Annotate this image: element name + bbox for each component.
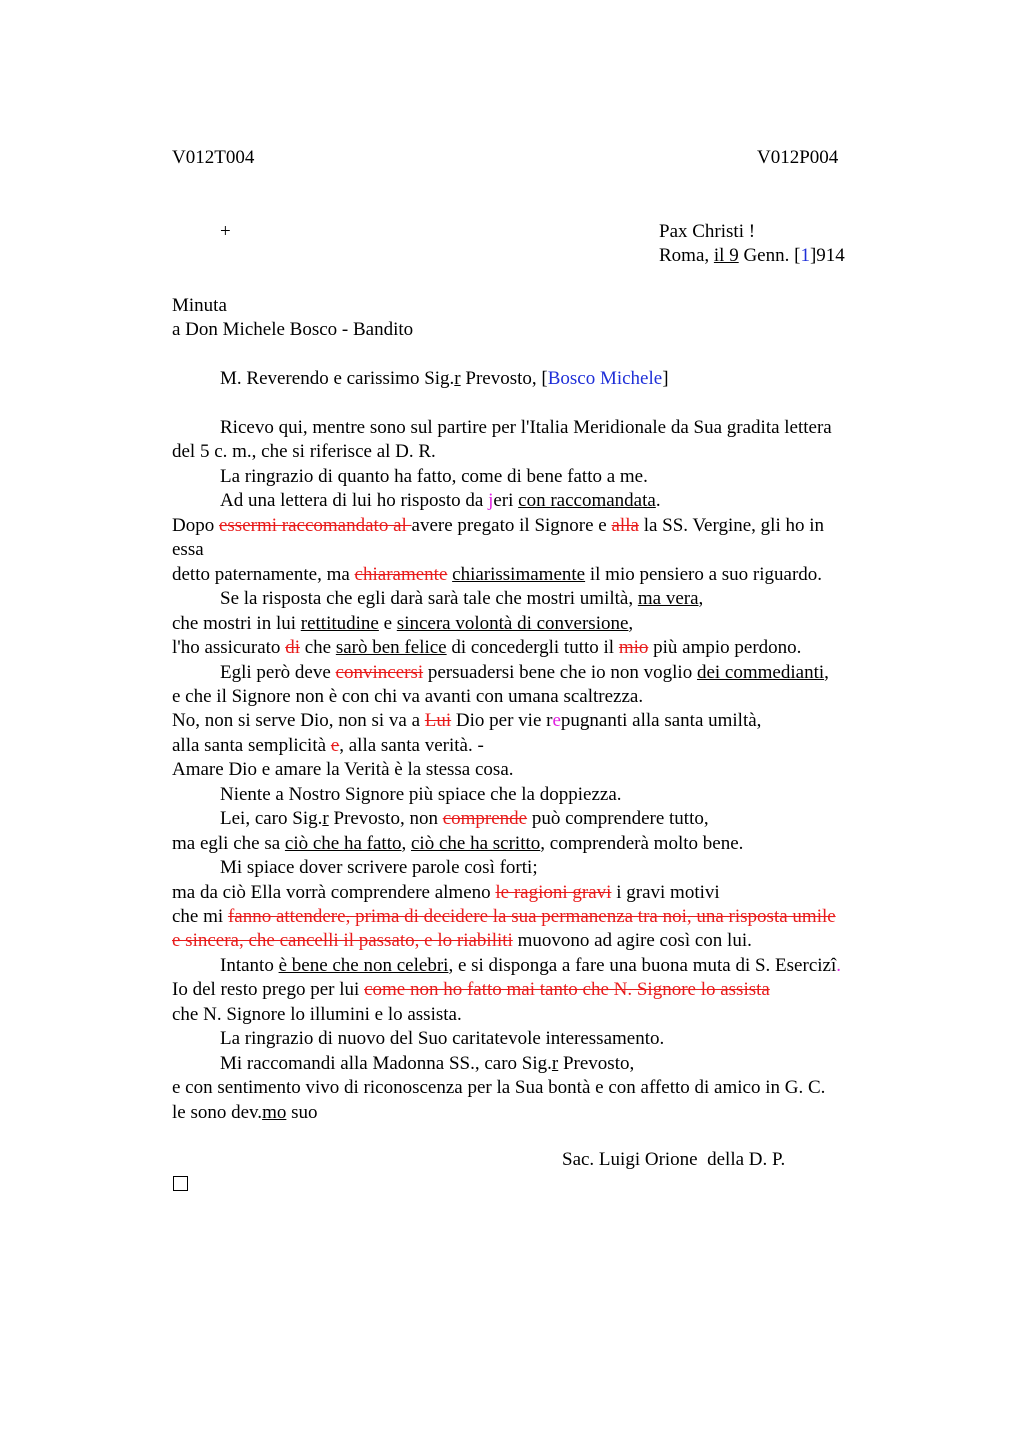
text-run: , [698, 588, 704, 609]
underlined-text: sincera volontà di conversione [396, 613, 629, 634]
greeting-line [220, 367, 669, 391]
body-line [172, 832, 743, 856]
deleted-text: convincersi [335, 662, 424, 683]
underlined-text: chiarissimamente [452, 564, 586, 585]
text-run: l'ho assicurato [172, 637, 286, 658]
body-line [220, 954, 841, 978]
addressee-line: a Don Michele Bosco - Bandito [172, 319, 414, 340]
underlined-text: r [551, 1053, 559, 1074]
deleted-text: essermi raccomandato al [218, 515, 412, 536]
text-run: che mostri in lui [172, 613, 301, 634]
greeting-text: ] [662, 368, 669, 389]
body-line: e con sentimento vivo di riconoscenza per la Sua bontà e con affetto di amico in G. C. [172, 1077, 826, 1098]
text-run: Ad una lettera di lui ho risposto da [220, 490, 489, 511]
date-prefix: Roma, [659, 245, 714, 266]
greeting-editorial-name: Bosco Michele [547, 368, 663, 389]
text-run: che [299, 637, 336, 658]
text-run: di concedergli tutto il [446, 637, 619, 658]
text-run: il mio pensiero a suo riguardo. [585, 564, 823, 585]
deleted-text: le ragioni gravi [495, 882, 612, 903]
body-line [172, 881, 720, 905]
cross-symbol: + [220, 221, 231, 242]
text-run: Mi raccomandi alla Madonna SS., caro Sig. [220, 1053, 552, 1074]
body-line [220, 489, 661, 513]
greeting-text: Prevosto, [ [460, 368, 548, 389]
text-run: , comprenderà molto bene. [540, 833, 744, 854]
header-right-code: V012P004 [757, 147, 839, 168]
deleted-text: fanno attendere, prima di decidere la sua permanenza tra noi, una risposta umile [227, 906, 836, 927]
body-line [172, 929, 752, 953]
deleted-text: Lui [424, 710, 452, 731]
deleted-text: mio [618, 637, 649, 658]
underlined-text: r [322, 808, 329, 829]
underlined-text: rettitudine [300, 613, 379, 634]
text-run: muovono ad agire così con lui. [512, 930, 752, 951]
date-day: il 9 [713, 245, 739, 266]
underlined-text: sarò ben felice [335, 637, 447, 658]
body-line [172, 734, 484, 758]
body-line: Mi spiace dover scrivere parole così forti; [220, 857, 538, 878]
text-run: che mi [172, 906, 228, 927]
body-line [172, 978, 770, 1002]
text-run: le sono dev. [172, 1102, 263, 1123]
deleted-text: e sincera, che cancelli il passato, e lo riabiliti [172, 930, 513, 951]
text-run: Io del resto prego per lui [172, 979, 365, 1000]
text-run: Intanto [220, 955, 279, 976]
date-line [659, 245, 845, 267]
deleted-text: alla [611, 515, 639, 536]
end-box-icon [173, 1176, 188, 1191]
text-run: detto paternamente, ma [172, 564, 355, 585]
text-run: Prevosto, [558, 1053, 635, 1074]
underlined-text: ciò che ha fatto [284, 833, 402, 854]
body-line [172, 709, 761, 733]
text-run: più ampio perdono. [648, 637, 802, 658]
body-line [220, 587, 703, 611]
date-year: ]914 [809, 245, 845, 266]
text-run: Prevosto, non [328, 808, 443, 829]
header-left-code: V012T004 [172, 147, 255, 168]
body-line: che N. Signore lo illumini e lo assista. [172, 1004, 462, 1025]
text-run: Dopo [172, 515, 219, 536]
text-run: Se la risposta che egli darà sarà tale che mostri umiltà, [220, 588, 638, 609]
text-run: , alla santa verità. - [339, 735, 484, 756]
underlined-text: con raccomandata [518, 490, 656, 511]
body-line [172, 514, 824, 538]
underlined-text: ciò che ha scritto [411, 833, 541, 854]
text-run: persuadersi bene che io non voglio [423, 662, 697, 683]
text-run: , [824, 662, 829, 683]
underlined-text: mo [262, 1102, 287, 1123]
text-run: può comprendere tutto, [527, 808, 709, 829]
text-run: pugnanti alla santa umiltà, [560, 710, 762, 731]
text-run: suo [286, 1102, 318, 1123]
correction-mark: e [552, 710, 561, 731]
deleted-text: di [285, 637, 300, 658]
date-editorial-digit: 1 [800, 245, 810, 266]
body-line [220, 1052, 634, 1076]
text-run: Lei, caro Sig. [220, 808, 323, 829]
deleted-text: chiaramente [354, 564, 448, 585]
underlined-text: dei commedianti [696, 662, 825, 683]
date-month: Genn. [ [738, 245, 801, 266]
body-line: essa [172, 539, 204, 560]
underlined-text: ma vera [637, 588, 699, 609]
correction-mark: . [836, 955, 841, 976]
text-run: No, non si serve Dio, non si va a [172, 710, 425, 731]
body-line: Amare Dio e amare la Verità è la stessa cosa. [172, 759, 514, 780]
body-line: Niente a Nostro Signore più spiace che la doppiezza. [220, 784, 622, 805]
text-run: , e si disponga a fare una buona muta di S. Esercizî [448, 955, 837, 976]
body-line: La ringrazio di nuovo del Suo caritatevole interessamento. [220, 1028, 665, 1049]
greeting-abbr: r [454, 368, 461, 389]
text-run: i gravi motivi [611, 882, 720, 903]
greeting-text: M. Reverendo e carissimo Sig. [220, 368, 455, 389]
text-run: e [378, 613, 397, 634]
text-run: la SS. Vergine, gli ho in [638, 515, 825, 536]
body-line [220, 661, 829, 685]
text-run: alla santa semplicità [172, 735, 331, 756]
deleted-text: comprende [442, 808, 528, 829]
text-run: avere pregato il Signore e [411, 515, 612, 536]
body-line: La ringrazio di quanto ha fatto, come di bene fatto a me. [220, 466, 648, 487]
underlined-text: è bene che non celebri [278, 955, 449, 976]
text-run: , [401, 833, 411, 854]
minuta-label: Minuta [172, 295, 227, 316]
text-run: Dio per vie r [451, 710, 553, 731]
correction-mark: j [488, 490, 494, 511]
body-line: del 5 c. m., che si riferisce al D. R. [172, 441, 436, 462]
text-run: Egli però deve [220, 662, 336, 683]
text-run: , [628, 613, 634, 634]
text-run: ma egli che sa [172, 833, 285, 854]
text-run: . [655, 490, 661, 511]
body-line [172, 563, 822, 587]
body-line [172, 636, 801, 660]
body-line [172, 905, 836, 929]
body-line [220, 807, 709, 831]
body-line: Ricevo qui, mentre sono sul partire per l'Italia Meridionale da Sua gradita lettera [220, 417, 832, 438]
deleted-text: come non ho fatto mai tanto che N. Signore lo assista [364, 979, 770, 1000]
text-run: eri [493, 490, 519, 511]
body-line: e che il Signore non è con chi va avanti con umana scaltrezza. [172, 686, 644, 707]
signature: Sac. Luigi Orione della D. P. [562, 1149, 786, 1170]
body-line [172, 1101, 318, 1125]
deleted-text: e [330, 735, 340, 756]
text-run: ma da ciò Ella vorrà comprendere almeno [172, 882, 496, 903]
body-line [172, 612, 633, 636]
pax-christi: Pax Christi ! [659, 221, 756, 242]
